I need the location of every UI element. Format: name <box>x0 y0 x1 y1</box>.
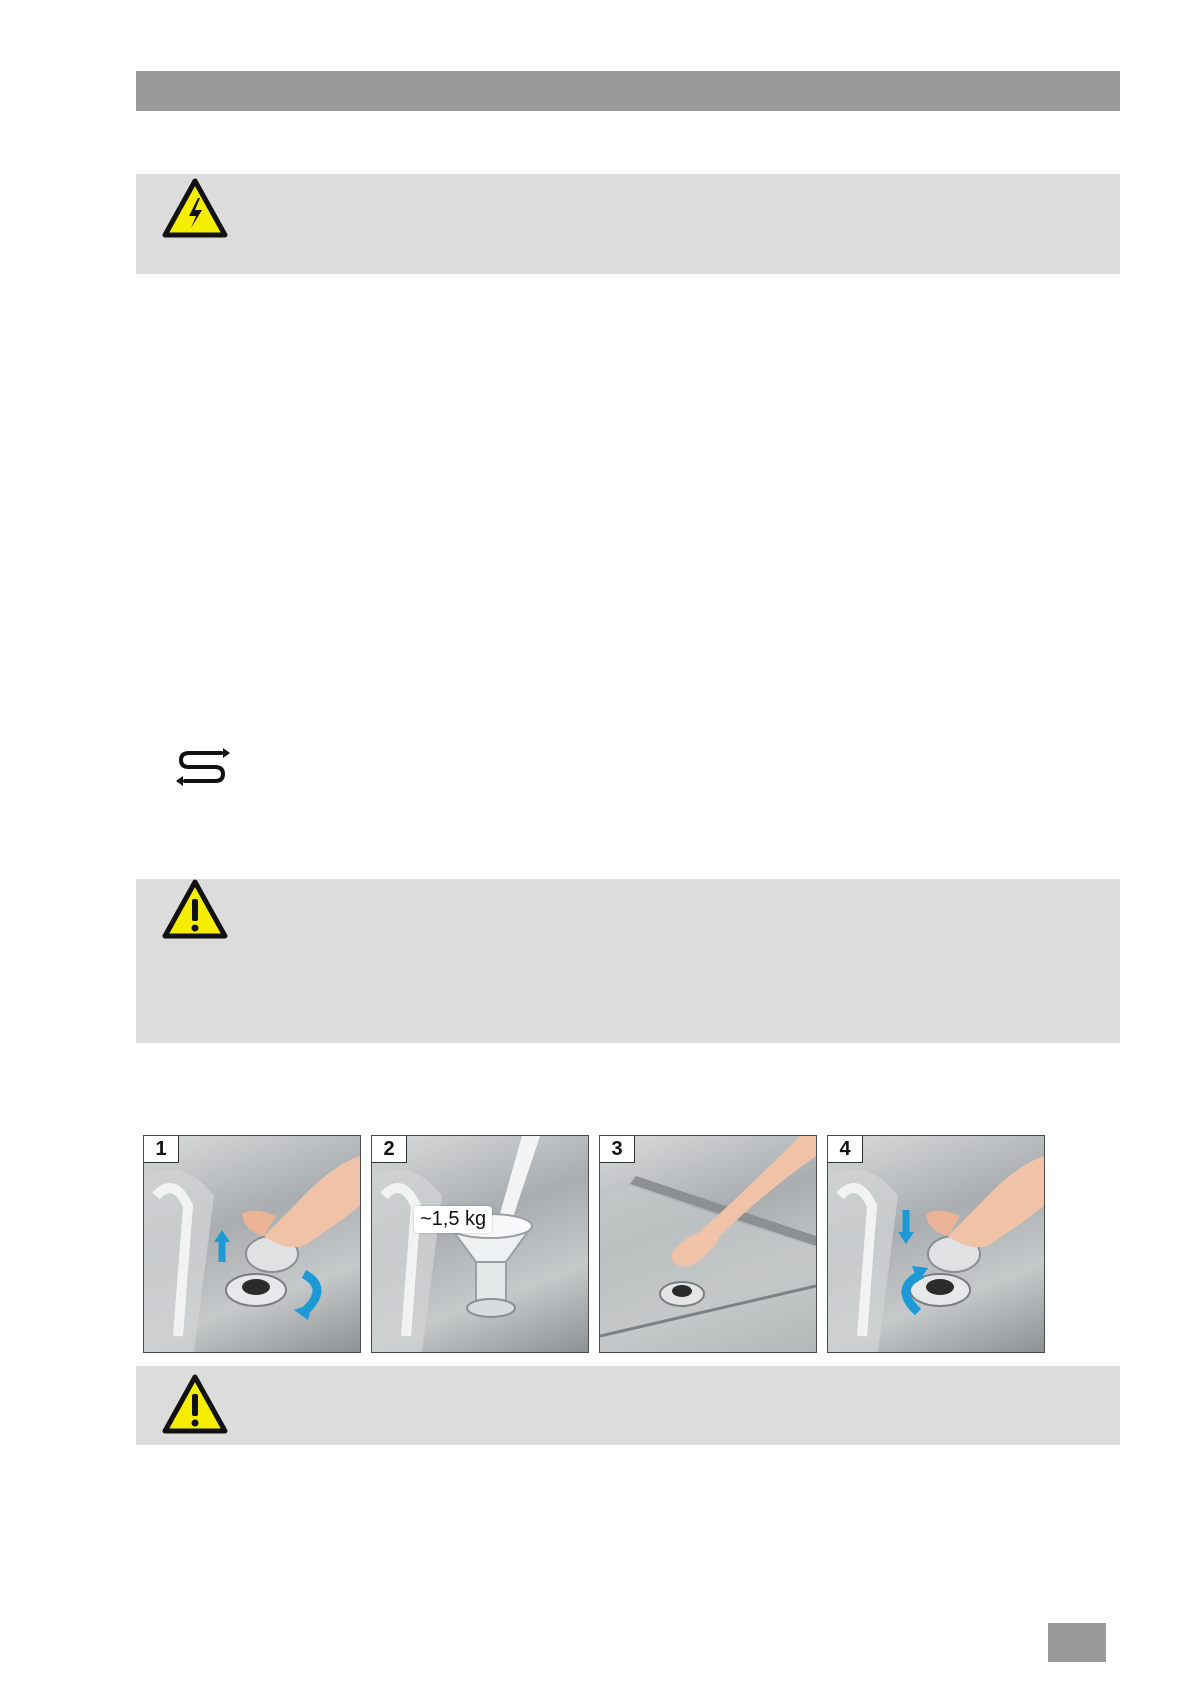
bottom-warning-box <box>136 1366 1120 1445</box>
electrical-hazard-icon <box>162 178 228 238</box>
unscrew-cap-icon <box>144 1136 360 1352</box>
page-number-box <box>1048 1623 1106 1662</box>
step-4-image <box>827 1135 1045 1353</box>
step-number: 2 <box>372 1136 407 1163</box>
program-cycle-icon <box>175 747 231 792</box>
step-number: 1 <box>144 1136 179 1163</box>
salt-quantity-label: ~1,5 kg <box>414 1206 492 1233</box>
warning-icon <box>162 1374 228 1434</box>
step-number: 3 <box>600 1136 635 1163</box>
step-number: 4 <box>828 1136 863 1163</box>
step-3-image <box>599 1135 817 1353</box>
step-1-image <box>143 1135 361 1353</box>
screw-cap-icon <box>828 1136 1044 1352</box>
section-header-bar <box>136 71 1120 111</box>
fill-salt-icon <box>372 1136 588 1352</box>
wipe-rim-icon <box>600 1136 816 1352</box>
warning-icon <box>162 879 228 939</box>
electrical-warning-box <box>136 174 1120 274</box>
salt-refill-steps <box>143 1135 1050 1353</box>
step-2-image <box>371 1135 589 1353</box>
general-warning-box <box>136 879 1120 1043</box>
